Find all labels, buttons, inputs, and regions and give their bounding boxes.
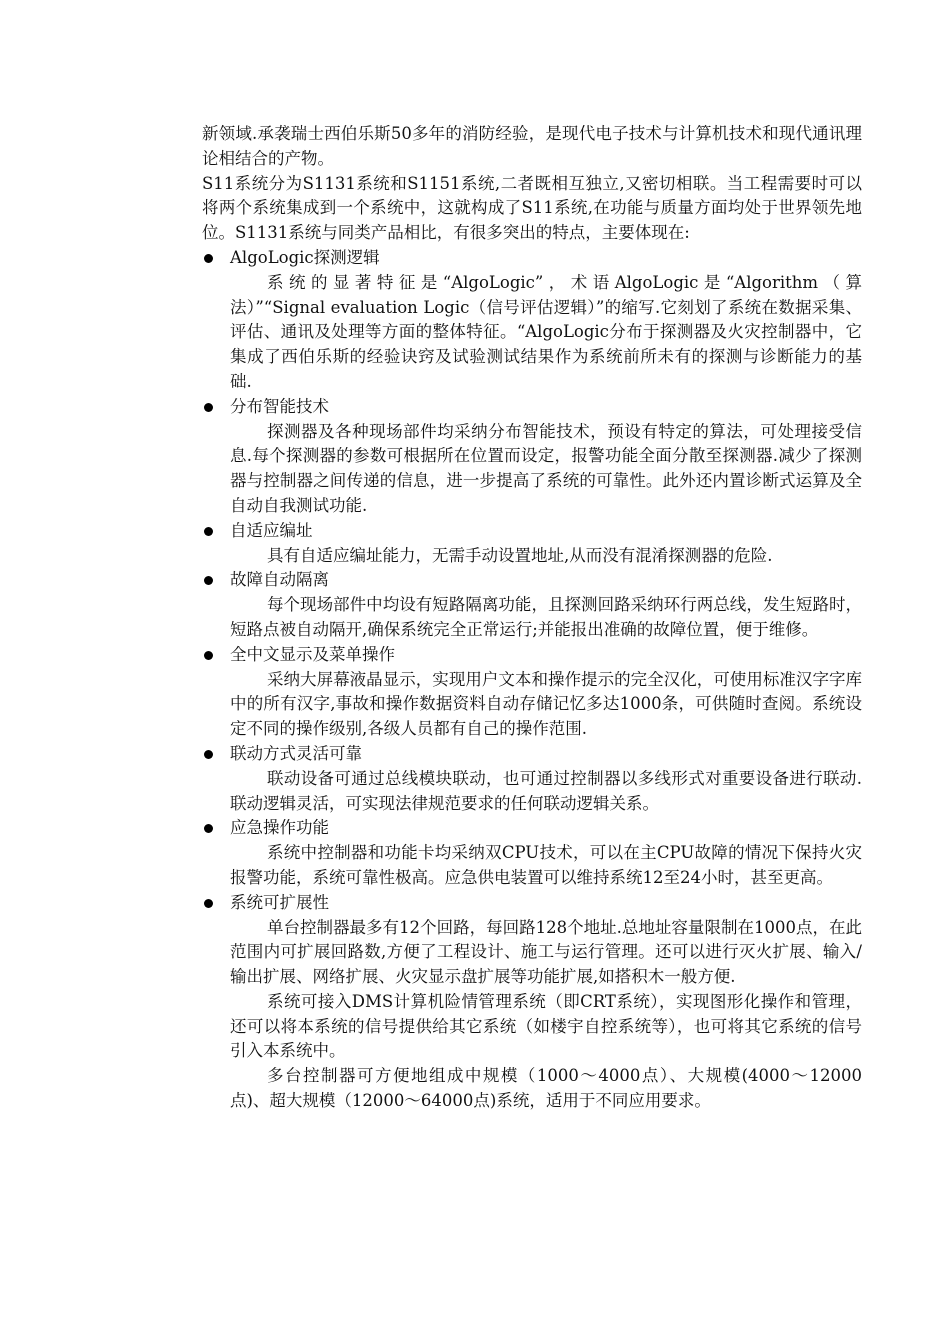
feature-auto-addressing [202,519,862,569]
feature-paragraph: 系统的显著特征是“AlgoLogic”，术语AlgoLogic是“Algorithm（算法）”“Signal evaluation Logic（信号评估逻辑）”的缩写.它刻划了系统在数据采集、评估、通讯及处理等方面的整体特征。“AlgoLogic分布于探测器及火灾控制器中，它集成了西伯乐斯的经验诀窍及试验测试结果作为系统前所未有的探测与诊断能力的基础. [230,272,862,391]
feature-paragraph: 采纳大屏幕液晶显示，实现用户文本和操作提示的完全汉化，可使用标准汉字字库中的所有汉字,事故和操作数据资料自动存储记忆多达1000条，可供随时查阅。系统设定不同的操作级别,各级人员都有自己的操作范围. [230,669,862,739]
feature-distributed-intelligence [202,395,862,519]
feature-paragraph: 系统可接入DMS计算机险情管理系统（即CRT系统），实现图形化操作和管理，还可以将本系统的信号提供给其它系统（如楼宇自控系统等），也可将其它系统的信号引入本系统中。 [230,991,862,1061]
feature-paragraph: 系统中控制器和功能卡均采纳双CPU技术，可以在主CPU故障的情况下保持火灾报警功能，系统可靠性极高。应急供电装置可以维持系统12至24小时，甚至更高。 [230,843,862,887]
bullet-icon [204,254,213,263]
feature-title: 分布智能技术 [230,396,329,416]
feature-paragraph: 多台控制器可方便地组成中规模（1000～4000点）、大规模(4000～12000点)、超大规模（12000～64000点)系统，适用于不同应用要求。 [230,1066,862,1111]
feature-title: 故障自动隔离 [230,570,329,590]
feature-title: 全中文显示及菜单操作 [230,644,395,664]
document-page [202,122,862,1114]
bullet-icon [204,824,213,833]
bullet-icon [204,899,213,908]
feature-paragraph: 探测器及各种现场部件均采纳分布智能技术，预设有特定的算法，可处理接受信息.每个探测器的参数可根据所在位置而设定，报警功能全面分散至探测器.减少了探测器与控制器之间传递的信息，进一步提高了系统的可靠性。此外还内置诊断式运算及全自动自我测试功能. [230,421,862,515]
feature-title: 联动方式灵活可靠 [230,743,362,763]
feature-title: AlgoLogic探测逻辑 [230,247,380,267]
bullet-icon [204,750,213,759]
feature-chinese-display [202,643,862,742]
feature-paragraph: 联动设备可通过总线模块联动，也可通过控制器以多线形式对重要设备进行联动.联动逻辑灵活，可实现法律规范要求的任何联动逻辑关系。 [230,768,862,813]
bullet-icon [204,403,213,412]
bullet-icon [204,527,213,536]
bullet-icon [204,576,213,585]
bullet-icon [204,651,213,660]
feature-title: 应急操作功能 [230,818,329,838]
feature-paragraph: 单台控制器最多有12个回路，每回路128个地址.总地址容量限制在1000点，在此范围内可扩展回路数,方便了工程设计、施工与运行管理。还可以进行灭火扩展、输入/输出扩展、网络扩展、火灾显示盘扩展等功能扩展,如搭积木一般方便. [230,917,862,987]
feature-paragraph: 每个现场部件中均设有短路隔离功能，且探测回路采纳环行两总线，发生短路时，短路点被自动隔开,确保系统完全正常运行;并能报出准确的故障位置，便于维修。 [230,595,862,639]
feature-linkage [202,742,862,816]
feature-fault-isolation [202,568,862,642]
feature-emergency-operation [202,816,862,890]
feature-title: 自适应编址 [230,520,313,540]
feature-paragraph: 具有自适应编址能力，无需手动设置地址,从而没有混淆探测器的危险. [267,545,773,565]
intro-paragraph-2: S11系统分为S1131系统和S1151系统,二者既相互独立,又密切相联。当工程需要时可以将两个系统集成到一个系统中，这就构成了S11系统,在功能与质量方面均处于世界领先地位。S1131系统与同类产品相比，有很多突出的特点，主要体现在: [202,173,862,243]
feature-algologic [202,246,862,395]
feature-expandability [202,891,862,1114]
intro-paragraph-1: 新领域.承袭瑞士西伯乐斯50多年的消防经验，是现代电子技术与计算机技术和现代通讯理论相结合的产物。 [202,124,862,168]
feature-title: 系统可扩展性 [230,892,329,912]
